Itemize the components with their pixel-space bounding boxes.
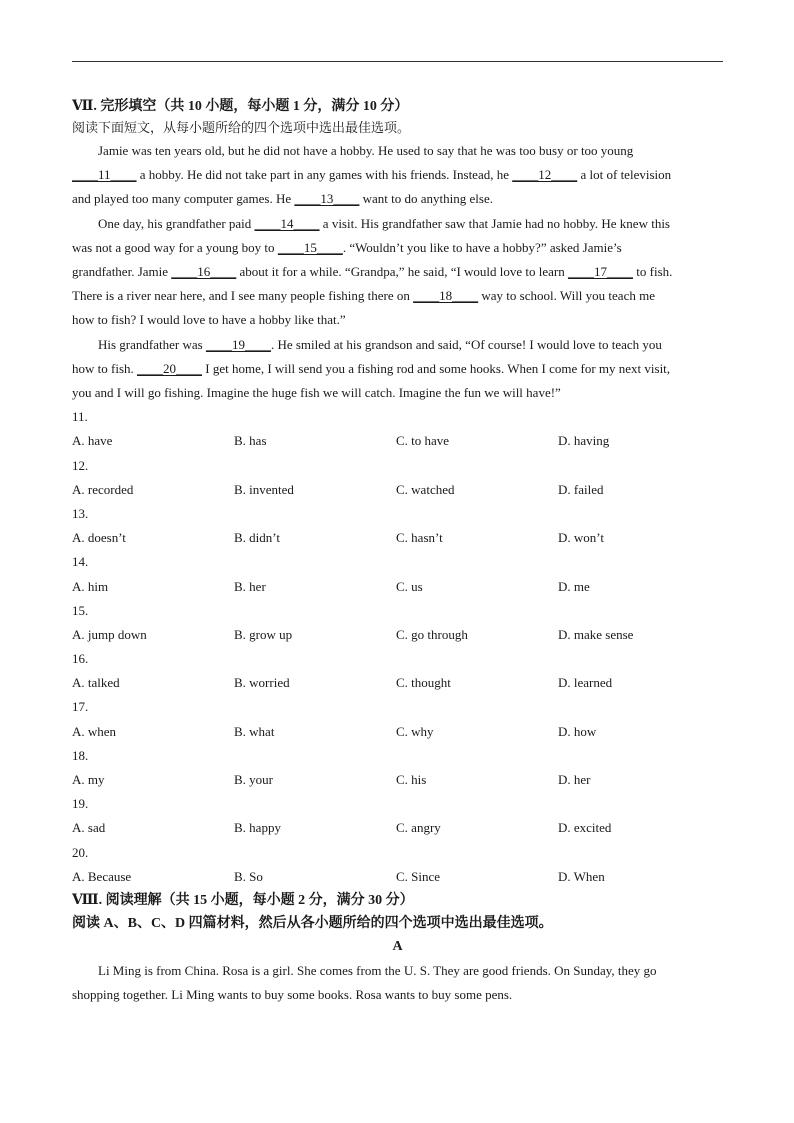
section-7-instruction: 阅读下面短文，从每小题所给的四个选项中选出最佳选项。 xyxy=(72,120,411,135)
paragraph-line xyxy=(72,163,723,187)
cloze-paragraph-2 xyxy=(72,212,723,333)
option-d[interactable]: D. won’t xyxy=(558,530,604,546)
question-list xyxy=(72,405,723,889)
paragraph-line xyxy=(72,284,723,308)
question-number: 12. xyxy=(72,457,89,473)
question-number: 13. xyxy=(72,505,89,521)
option-row xyxy=(72,720,723,744)
option-row xyxy=(72,478,723,502)
option-a[interactable]: A. my xyxy=(72,772,105,788)
option-d[interactable]: D. me xyxy=(558,578,590,594)
blank-19: ____19____ xyxy=(205,336,271,352)
paragraph-line xyxy=(72,260,723,284)
option-c[interactable]: C. go through xyxy=(396,626,468,642)
question-number: 14. xyxy=(72,554,89,570)
option-d[interactable]: D. When xyxy=(558,868,605,884)
option-c[interactable]: C. his xyxy=(396,772,427,788)
blank-15: ____15____ xyxy=(277,239,343,255)
option-d[interactable]: D. how xyxy=(558,723,597,739)
text-run: a hobby. He did not take part in any games with his friends. Instead, he xyxy=(136,167,513,183)
option-d[interactable]: D. make sense xyxy=(558,626,634,642)
text-run: grandfather. Jamie xyxy=(72,264,172,280)
option-b[interactable]: B. grow up xyxy=(234,626,293,642)
option-row xyxy=(72,865,723,889)
option-a[interactable]: A. recorded xyxy=(72,481,134,497)
page-content xyxy=(72,96,723,1007)
section-8-title: Ⅷ. 阅读理解（共 15 小题，每小题 2 分，满分 30 分） xyxy=(72,892,414,908)
reading-passage-a xyxy=(72,959,723,1007)
text-run: . He smiled at his grandson and said, “Of course! I would love to teach you xyxy=(270,336,662,352)
text-run: His grandfather was xyxy=(98,336,206,352)
blank-18: ____18____ xyxy=(413,288,479,304)
option-row xyxy=(72,671,723,695)
option-a[interactable]: A. him xyxy=(72,578,109,594)
paragraph-line: you and I will go fishing. Imagine the huge fish we will catch. Imagine the fun we will have!” xyxy=(72,385,561,401)
question-number: 20. xyxy=(72,844,89,860)
blank-17: ____17____ xyxy=(568,264,634,280)
question-number: 18. xyxy=(72,747,89,763)
option-row xyxy=(72,429,723,453)
option-b[interactable]: B. has xyxy=(234,433,267,449)
paragraph-line: shopping together. Li Ming wants to buy some books. Rosa wants to buy some pens. xyxy=(72,987,513,1003)
option-c[interactable]: C. watched xyxy=(396,481,455,497)
option-c[interactable]: C. thought xyxy=(396,675,451,691)
text-run: There is a river near here, and I see many people fishing there on xyxy=(72,288,414,304)
blank-14: ____14____ xyxy=(254,215,320,231)
question-number: 17. xyxy=(72,699,89,715)
top-rule xyxy=(72,61,723,62)
question-number: 15. xyxy=(72,602,89,618)
option-c[interactable]: C. us xyxy=(396,578,423,594)
option-d[interactable]: D. having xyxy=(558,433,610,449)
option-b[interactable]: B. worried xyxy=(234,675,290,691)
option-c[interactable]: C. hasn’t xyxy=(396,530,443,546)
option-row xyxy=(72,816,723,840)
blank-13: ____13____ xyxy=(294,191,360,207)
question-number: 19. xyxy=(72,796,89,812)
paragraph-line xyxy=(72,187,723,211)
text-run: want to do anything else. xyxy=(359,191,493,207)
option-c[interactable]: C. why xyxy=(396,723,434,739)
option-a[interactable]: A. jump down xyxy=(72,626,147,642)
option-b[interactable]: B. your xyxy=(234,772,273,788)
blank-16: ____16____ xyxy=(171,264,237,280)
section-8-instruction: 阅读 A、B、C、D 四篇材料，然后从各小题所给的四个选项中选出最佳选项。 xyxy=(72,915,553,931)
option-d[interactable]: D. excited xyxy=(558,820,612,836)
option-d[interactable]: D. her xyxy=(558,772,591,788)
option-a[interactable]: A. when xyxy=(72,723,117,739)
option-a[interactable]: A. sad xyxy=(72,820,106,836)
option-d[interactable]: D. learned xyxy=(558,675,613,691)
text-run: to fish. xyxy=(633,264,673,280)
paragraph-line xyxy=(72,212,723,236)
option-a[interactable]: A. Because xyxy=(72,868,132,884)
option-c[interactable]: C. Since xyxy=(396,868,441,884)
option-b[interactable]: B. So xyxy=(234,868,263,884)
option-c[interactable]: C. to have xyxy=(396,433,450,449)
paragraph-line: Li Ming is from China. Rosa is a girl. She comes from the U. S. They are good friends. On Sunday, they go xyxy=(98,962,657,978)
text-run: and played too many computer games. He xyxy=(72,191,295,207)
section-7-title: Ⅶ. 完形填空（共 10 小题，每小题 1 分，满分 10 分） xyxy=(72,99,409,114)
option-c[interactable]: C. angry xyxy=(396,820,441,836)
passage-label: A xyxy=(392,938,403,954)
cloze-paragraph-3 xyxy=(72,333,723,406)
text-run: about it for a while. “Grandpa,” he said, “I would love to learn xyxy=(236,264,569,280)
option-row xyxy=(72,526,723,550)
option-a[interactable]: A. talked xyxy=(72,675,120,691)
blank-20: ____20____ xyxy=(137,360,202,376)
text-run: a lot of television xyxy=(577,167,672,183)
text-run: was not a good way for a young boy to xyxy=(72,239,278,255)
text-run: One day, his grandfather paid xyxy=(98,215,255,231)
paragraph-line: Jamie was ten years old, but he did not have a hobby. He used to say that he was too busy or too young xyxy=(98,143,634,158)
option-b[interactable]: B. happy xyxy=(234,820,281,836)
option-b[interactable]: B. her xyxy=(234,578,266,594)
text-run: how to fish. xyxy=(72,360,137,376)
option-b[interactable]: B. didn’t xyxy=(234,530,280,546)
option-b[interactable]: B. invented xyxy=(234,481,294,497)
question-number: 11. xyxy=(72,409,88,425)
paragraph-line: how to fish? I would love to have a hobby like that.” xyxy=(72,312,346,328)
option-b[interactable]: B. what xyxy=(234,723,275,739)
blank-12: ____12____ xyxy=(512,167,578,183)
paragraph-line xyxy=(72,236,723,260)
question-number: 16. xyxy=(72,651,89,667)
paragraph-line xyxy=(72,357,723,381)
text-run: a visit. His grandfather saw that Jamie had no hobby. He knew this xyxy=(319,215,670,231)
text-run: I get home, I will send you a fishing rod and some hooks. When I come for my next visit, xyxy=(202,360,671,376)
blank-11: ____11____ xyxy=(72,167,137,183)
option-a[interactable]: A. have xyxy=(72,433,113,449)
option-a[interactable]: A. doesn’t xyxy=(72,530,126,546)
option-row xyxy=(72,623,723,647)
option-row xyxy=(72,768,723,792)
paragraph-line xyxy=(72,333,723,357)
option-row xyxy=(72,575,723,599)
text-run: way to school. Will you teach me xyxy=(478,288,655,304)
text-run: . “Wouldn’t you like to have a hobby?” asked Jamie’s xyxy=(342,239,622,255)
cloze-paragraph-1 xyxy=(72,139,723,212)
option-d[interactable]: D. failed xyxy=(558,481,604,497)
